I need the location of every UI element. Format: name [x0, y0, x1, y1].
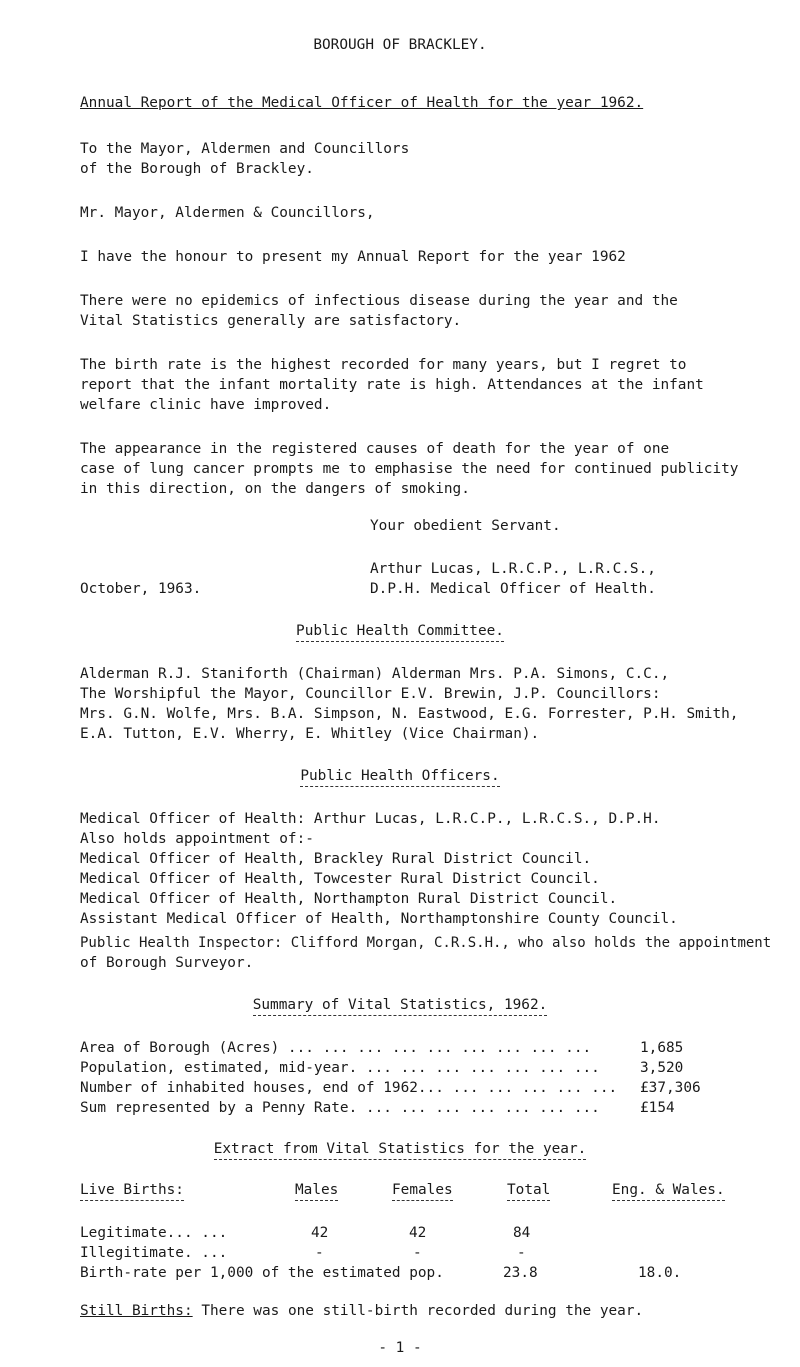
- paragraph-3-line-3: welfare clinic have improved.: [80, 397, 332, 413]
- summary-row-area-value: 1,685: [640, 1040, 684, 1056]
- birth-rate-label: Birth-rate per 1,000 of the estimated pop.: [80, 1265, 444, 1281]
- page-number: - 1 -: [378, 1340, 422, 1356]
- row-illegitimate-total: -: [517, 1245, 526, 1261]
- column-males: Males: [295, 1181, 338, 1199]
- inspector-line-2: of Borough Surveyor.: [80, 955, 254, 971]
- officers-line-4: Medical Officer of Health, Towcester Rural District Council.: [80, 871, 600, 887]
- borough-heading: BOROUGH OF BRACKLEY.: [313, 37, 487, 53]
- summary-row-penny-rate-value: £154: [640, 1100, 675, 1116]
- officers-line-3: Medical Officer of Health, Brackley Rural District Council.: [80, 851, 592, 867]
- officers-heading: Public Health Officers.: [0, 767, 800, 785]
- paragraph-2-line-2: Vital Statistics generally are satisfactory.: [80, 313, 462, 329]
- report-title: Annual Report of the Medical Officer of Health for the year 1962.: [80, 95, 644, 111]
- column-eng-wales: Eng. & Wales.: [612, 1181, 725, 1199]
- summary-row-area-label: Area of Borough (Acres) ... ... ... ... ... ... ... ... ...: [80, 1040, 592, 1056]
- paragraph-3-line-1: The birth rate is the highest recorded for many years, but I regret to: [80, 357, 687, 373]
- birth-rate-total: 23.8: [503, 1265, 538, 1281]
- paragraph-4-line-3: in this direction, on the dangers of smoking.: [80, 481, 470, 497]
- committee-line-3: Mrs. G.N. Wolfe, Mrs. B.A. Simpson, N. Eastwood, E.G. Forrester, P.H. Smith,: [80, 706, 739, 722]
- extract-heading: Extract from Vital Statistics for the year.: [0, 1140, 800, 1158]
- committee-line-1: Alderman R.J. Staniforth (Chairman) Alderman Mrs. P.A. Simons, C.C.,: [80, 666, 670, 682]
- birth-rate-eng-wales: 18.0.: [638, 1265, 682, 1281]
- paragraph-4-line-1: The appearance in the registered causes of death for the year of one: [80, 441, 670, 457]
- signature-closing: Your obedient Servant.: [370, 518, 561, 534]
- summary-row-houses-label: Number of inhabited houses, end of 1962... ... ... ... ... ...: [80, 1080, 618, 1096]
- committee-line-2: The Worshipful the Mayor, Councillor E.V. Brewin, J.P. Councillors:: [80, 686, 661, 702]
- row-legitimate-males: 42: [311, 1225, 329, 1241]
- inspector-line-1: Public Health Inspector: Clifford Morgan, C.R.S.H., who also holds the appointment: [80, 935, 772, 951]
- signature-title: D.P.H. Medical Officer of Health.: [370, 581, 656, 597]
- paragraph-4-line-2: case of lung cancer prompts me to emphasise the need for continued publicity: [80, 461, 739, 477]
- row-illegitimate-females: -: [413, 1245, 422, 1261]
- officers-line-6: Assistant Medical Officer of Health, Northamptonshire County Council.: [80, 911, 678, 927]
- row-legitimate-females: 42: [409, 1225, 427, 1241]
- paragraph-2-line-1: There were no epidemics of infectious disease during the year and the: [80, 293, 678, 309]
- row-legitimate-label: Legitimate... ...: [80, 1225, 228, 1241]
- officers-line-5: Medical Officer of Health, Northampton Rural District Council.: [80, 891, 618, 907]
- live-births-label: Live Births:: [80, 1181, 184, 1199]
- committee-line-4: E.A. Tutton, E.V. Wherry, E. Whitley (Vice Chairman).: [80, 726, 540, 742]
- row-illegitimate-label: Illegitimate. ...: [80, 1245, 228, 1261]
- address-line-2: of the Borough of Brackley.: [80, 161, 314, 177]
- column-total: Total: [507, 1181, 550, 1199]
- summary-row-houses-value: £37,306: [640, 1080, 701, 1096]
- column-females: Females: [392, 1181, 453, 1199]
- row-illegitimate-males: -: [315, 1245, 324, 1261]
- summary-row-population-label: Population, estimated, mid-year. ... ... ... ... ... ... ...: [80, 1060, 600, 1076]
- row-legitimate-total: 84: [513, 1225, 531, 1241]
- summary-heading: Summary of Vital Statistics, 1962.: [0, 996, 800, 1014]
- still-births-line: Still Births: There was one still-birth recorded during the year.: [80, 1303, 644, 1319]
- committee-heading: Public Health Committee.: [0, 622, 800, 640]
- signature-date: October, 1963.: [80, 581, 202, 597]
- summary-row-population-value: 3,520: [640, 1060, 684, 1076]
- salutation: Mr. Mayor, Aldermen & Councillors,: [80, 205, 375, 221]
- address-line-1: To the Mayor, Aldermen and Councillors: [80, 141, 410, 157]
- paragraph-3-line-2: report that the infant mortality rate is high. Attendances at the infant: [80, 377, 704, 393]
- signature-name: Arthur Lucas, L.R.C.P., L.R.C.S.,: [370, 561, 656, 577]
- officers-line-2: Also holds appointment of:-: [80, 831, 314, 847]
- paragraph-1-line-1: I have the honour to present my Annual Report for the year 1962: [80, 249, 626, 265]
- officers-line-1: Medical Officer of Health: Arthur Lucas, L.R.C.P., L.R.C.S., D.P.H.: [80, 811, 661, 827]
- summary-row-penny-rate-label: Sum represented by a Penny Rate. ... ... ... ... ... ... ...: [80, 1100, 600, 1116]
